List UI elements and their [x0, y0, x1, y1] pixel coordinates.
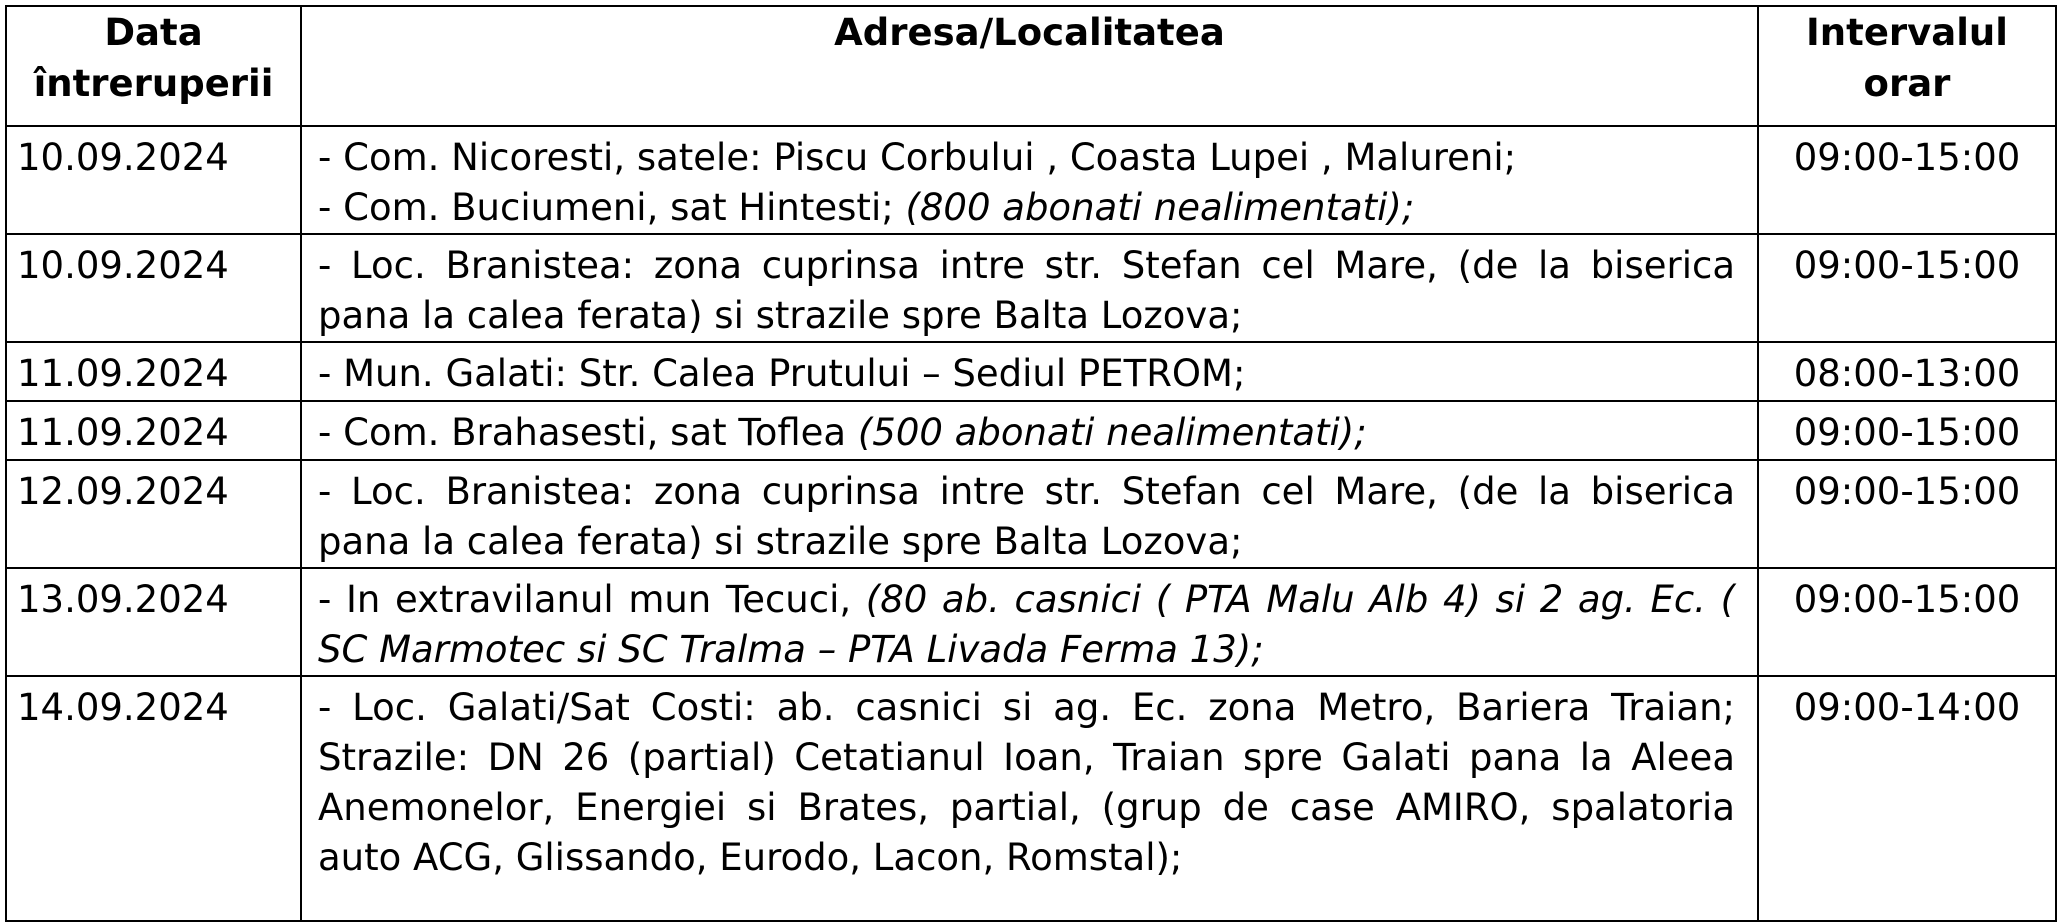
outage-schedule-table [5, 5, 2057, 922]
address-line [318, 183, 1735, 233]
table-row [6, 234, 2056, 342]
cell-date: 11.09.2024 [6, 342, 301, 401]
cell-date: 11.09.2024 [6, 401, 301, 460]
address-text: - Loc. Branistea: zona cuprinsa intre str. Stefan cel Mare, (de la biserica pana la calea ferata) si strazile spre Balta Lozova; [318, 244, 1735, 337]
address-line [318, 683, 1735, 883]
address-text: - Loc. Branistea: zona cuprinsa intre str. Stefan cel Mare, (de la biserica pana la calea ferata) si strazile spre Balta Lozova; [318, 470, 1735, 563]
cell-interval: 09:00-14:00 [1758, 676, 2056, 921]
cell-address [301, 342, 1758, 401]
address-text: - Com. Brahasesti, sat Toflea [318, 411, 858, 454]
cell-interval: 09:00-15:00 [1758, 568, 2056, 676]
address-line [318, 467, 1735, 567]
header-date [6, 6, 301, 126]
cell-date: 10.09.2024 [6, 126, 301, 234]
table-header-row [6, 6, 2056, 126]
cell-date: 13.09.2024 [6, 568, 301, 676]
cell-interval: 08:00-13:00 [1758, 342, 2056, 401]
address-note: (80 ab. casnici ( PTA Malu Alb 4) si 2 ag. Ec. ( SC Marmotec si SC Tralma – PTA Livada Ferma 13); [318, 578, 1735, 671]
cell-address [301, 460, 1758, 568]
table-row [6, 568, 2056, 676]
header-address-label: Adresa/Localitatea [834, 11, 1225, 54]
table-row [6, 342, 2056, 401]
address-line [318, 133, 1735, 183]
address-line [318, 349, 1735, 399]
address-line [318, 408, 1735, 458]
header-interval-line1: Intervalul [1806, 11, 2008, 54]
address-line [318, 241, 1735, 341]
address-note: (800 abonati nealimentati); [905, 186, 1415, 229]
table-row [6, 401, 2056, 460]
header-interval [1758, 6, 2056, 126]
cell-interval: 09:00-15:00 [1758, 401, 2056, 460]
cell-address [301, 401, 1758, 460]
address-text: - In extravilanul mun Tecuci, [318, 578, 866, 621]
header-date-line2: întreruperii [33, 62, 274, 105]
cell-address [301, 676, 1758, 921]
table-row [6, 676, 2056, 921]
table-row [6, 460, 2056, 568]
table-row [6, 126, 2056, 234]
cell-address [301, 126, 1758, 234]
table-body [6, 126, 2056, 921]
address-note: (500 abonati nealimentati); [857, 411, 1367, 454]
address-text: - Com. Nicoresti, satele: Piscu Corbului , Coasta Lupei , Malureni; [318, 136, 1517, 179]
cell-date: 10.09.2024 [6, 234, 301, 342]
address-text: - Com. Buciumeni, sat Hintesti; [318, 186, 906, 229]
cell-date: 12.09.2024 [6, 460, 301, 568]
header-address [301, 6, 1758, 126]
cell-interval: 09:00-15:00 [1758, 234, 2056, 342]
address-line [318, 575, 1735, 675]
cell-interval: 09:00-15:00 [1758, 460, 2056, 568]
cell-address [301, 568, 1758, 676]
header-interval-line2: orar [1863, 62, 1951, 105]
cell-address [301, 234, 1758, 342]
cell-interval: 09:00-15:00 [1758, 126, 2056, 234]
cell-date: 14.09.2024 [6, 676, 301, 921]
header-date-line1: Data [104, 11, 203, 54]
address-text: - Mun. Galati: Str. Calea Prutului – Sediul PETROM; [318, 352, 1246, 395]
address-text: - Loc. Galati/Sat Costi: ab. casnici si ag. Ec. zona Metro, Bariera Traian; Strazile: DN 26 (partial) Cetatianul Ioan, Traian spre Galati pana la Aleea Anemonelor, Energiei si Brates, partial, (grup de case AMIRO, spalatoria auto ACG, Glissando, Eurodo, Lacon, Romstal); [318, 686, 1735, 879]
